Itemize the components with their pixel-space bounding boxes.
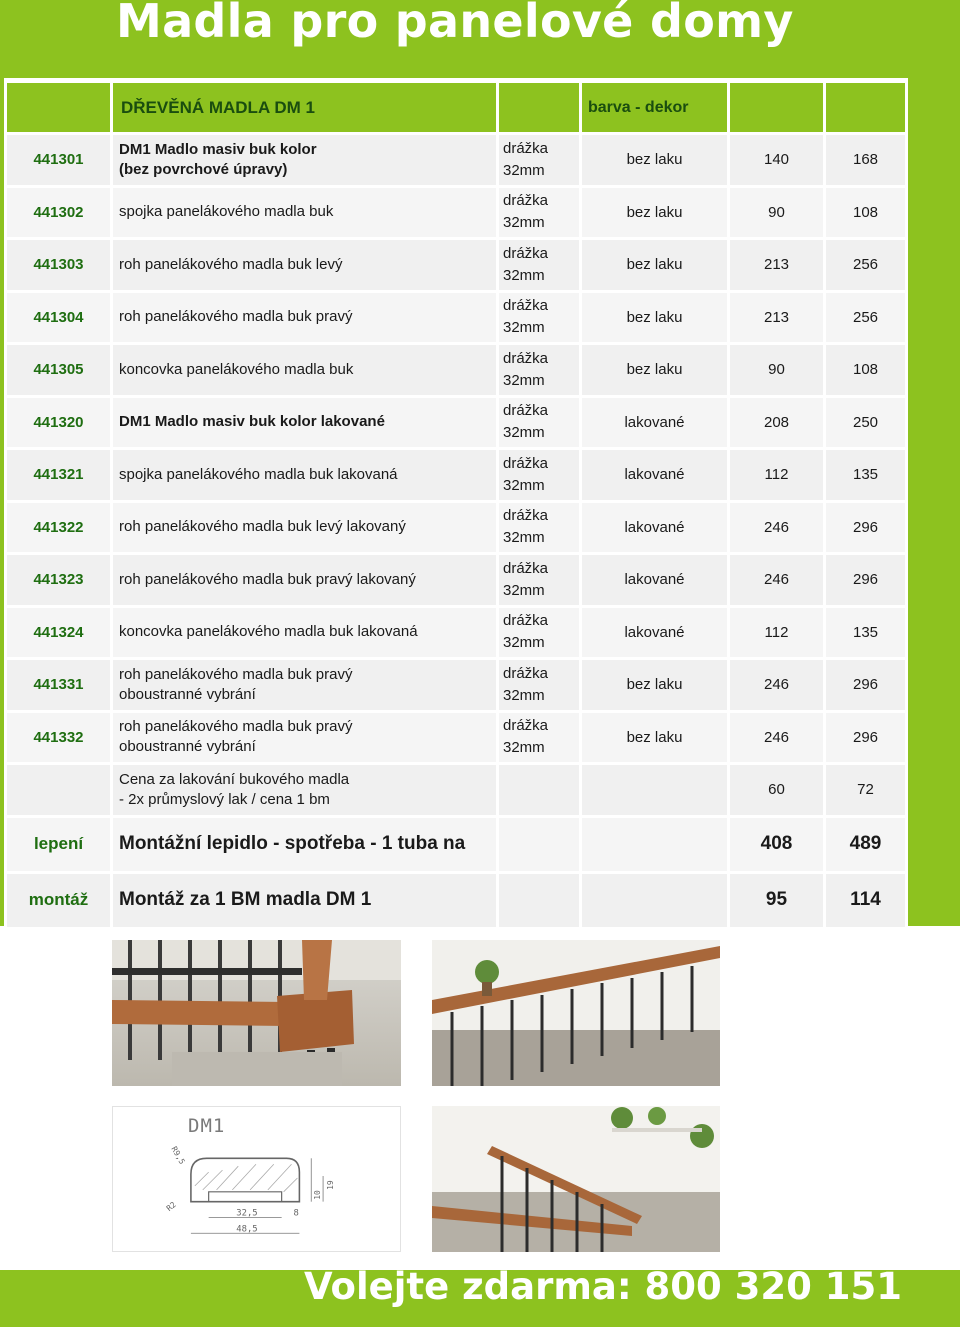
- price-with-vat: 108: [826, 345, 905, 395]
- groove-cell: [499, 293, 579, 343]
- empty-cell: [499, 818, 579, 871]
- groove-label: drážka: [503, 244, 549, 262]
- table-row: [7, 608, 905, 658]
- color-finish: lakované: [582, 555, 727, 605]
- product-code: 441332: [7, 713, 110, 763]
- description-line: koncovka panelákového madla buk: [119, 360, 354, 378]
- price-without-vat: 246: [730, 713, 823, 763]
- groove-label: drážka: [503, 664, 549, 682]
- groove-label: drážka: [503, 717, 549, 735]
- groove-size: 32mm: [503, 686, 545, 704]
- empty-cell: [582, 818, 727, 871]
- groove-size: 32mm: [503, 581, 545, 599]
- price-with-vat: 108: [826, 188, 905, 238]
- groove-cell: [499, 503, 579, 553]
- install-row: [7, 874, 905, 927]
- product-description: [113, 765, 496, 815]
- groove-label: drážka: [503, 402, 549, 420]
- groove-size: 32mm: [503, 424, 545, 442]
- table-header-row: [7, 83, 905, 132]
- service-description: Montáž za 1 BM madla DM 1: [113, 874, 496, 927]
- color-finish: bez laku: [582, 135, 727, 185]
- product-description: [113, 713, 496, 763]
- price-with-vat: 135: [826, 608, 905, 658]
- description-line: roh panelákového madla buk pravý: [119, 308, 353, 326]
- price-without-vat: 95: [730, 874, 823, 927]
- price-with-vat: 296: [826, 555, 905, 605]
- description-line: spojka panelákového madla buk: [119, 203, 334, 221]
- groove-size: 32mm: [503, 161, 545, 179]
- product-code: [7, 765, 110, 815]
- color-finish: lakované: [582, 450, 727, 500]
- empty-cell: [582, 874, 727, 927]
- groove-label: drážka: [503, 349, 549, 367]
- footer-phone[interactable]: Volejte zdarma: 800 320 151: [303, 1265, 902, 1308]
- groove-size: 32mm: [503, 214, 545, 232]
- product-code: 441303: [7, 240, 110, 290]
- price-with-vat: 114: [826, 874, 905, 927]
- price-with-vat: 250: [826, 398, 905, 448]
- glue-row: [7, 818, 905, 871]
- section-title: DŘEVĚNÁ MADLA DM 1: [113, 83, 496, 132]
- description-line: koncovka panelákového madla buk lakovaná: [119, 623, 418, 641]
- price-with-vat: 489: [826, 818, 905, 871]
- price-without-vat: 90: [730, 345, 823, 395]
- product-description: [113, 398, 496, 448]
- product-description: [113, 555, 496, 605]
- groove-size: 32mm: [503, 371, 545, 389]
- dim-groove-height: 10: [313, 1190, 323, 1200]
- price-without-vat: 90: [730, 188, 823, 238]
- price-with-vat: 256: [826, 240, 905, 290]
- description-line: DM1 Madlo masiv buk kolor lakované: [119, 413, 385, 431]
- price-without-vat: 112: [730, 608, 823, 658]
- header-price1-cell: [730, 83, 823, 132]
- description-line: oboustranné vybrání: [119, 685, 256, 703]
- description-line: roh panelákového madla buk levý lakovaný: [119, 518, 406, 536]
- product-code: 441323: [7, 555, 110, 605]
- color-finish: lakované: [582, 608, 727, 658]
- table-row: [7, 450, 905, 500]
- diagram-label: DM1: [188, 1115, 226, 1137]
- product-description: [113, 293, 496, 343]
- description-line: (bez povrchové úpravy): [119, 160, 288, 178]
- price-with-vat: 296: [826, 713, 905, 763]
- groove-size: 32mm: [503, 476, 545, 494]
- dim-total-height: 19: [325, 1180, 335, 1190]
- product-code: 441301: [7, 135, 110, 185]
- table-row: [7, 293, 905, 343]
- description-line: roh panelákového madla buk pravý: [119, 718, 353, 736]
- table-row: [7, 503, 905, 553]
- price-without-vat: 408: [730, 818, 823, 871]
- price-without-vat: 140: [730, 135, 823, 185]
- description-line: roh panelákového madla buk pravý: [119, 665, 353, 683]
- empty-cell: [499, 874, 579, 927]
- service-code: montáž: [7, 874, 110, 927]
- price-with-vat: 72: [826, 765, 905, 815]
- price-without-vat: 60: [730, 765, 823, 815]
- groove-size: 32mm: [503, 529, 545, 547]
- table-row: [7, 660, 905, 710]
- product-description: [113, 608, 496, 658]
- groove-cell: [499, 135, 579, 185]
- service-description: Montážní lepidlo - spotřeba - 1 tuba na: [113, 818, 496, 871]
- groove-cell: [499, 450, 579, 500]
- price-with-vat: 256: [826, 293, 905, 343]
- price-without-vat: 213: [730, 293, 823, 343]
- groove-label: drážka: [503, 559, 549, 577]
- groove-cell: [499, 713, 579, 763]
- table-row: [7, 345, 905, 395]
- description-line: oboustranné vybrání: [119, 738, 256, 756]
- table-row: [7, 713, 905, 763]
- dim-radius-large: R9,5: [169, 1144, 187, 1166]
- service-code: lepení: [7, 818, 110, 871]
- price-with-vat: 296: [826, 503, 905, 553]
- color-finish: bez laku: [582, 293, 727, 343]
- groove-cell: [499, 398, 579, 448]
- description-line: spojka panelákového madla buk lakovaná: [119, 465, 398, 483]
- photo-staircase-bottom: [432, 1106, 720, 1252]
- product-description: [113, 450, 496, 500]
- table-row: [7, 188, 905, 238]
- product-description: [113, 345, 496, 395]
- groove-cell: [499, 608, 579, 658]
- color-finish: bez laku: [582, 345, 727, 395]
- table-row: [7, 765, 905, 815]
- price-without-vat: 246: [730, 555, 823, 605]
- price-without-vat: 112: [730, 450, 823, 500]
- color-finish: bez laku: [582, 188, 727, 238]
- product-code: 441320: [7, 398, 110, 448]
- description-line: roh panelákového madla buk levý: [119, 255, 343, 273]
- table-row: [7, 240, 905, 290]
- groove-label: drážka: [503, 139, 549, 157]
- table-row: [7, 135, 905, 185]
- dim-total-width: 48,5: [236, 1224, 258, 1235]
- groove-size: 32mm: [503, 634, 545, 652]
- groove-label: drážka: [503, 507, 549, 525]
- groove-size: 32mm: [503, 319, 545, 337]
- header-groove-cell: [499, 83, 579, 132]
- product-description: [113, 503, 496, 553]
- groove-cell: [499, 240, 579, 290]
- price-with-vat: 135: [826, 450, 905, 500]
- groove-cell: [499, 345, 579, 395]
- groove-cell: [499, 660, 579, 710]
- price-with-vat: 296: [826, 660, 905, 710]
- color-header: barva - dekor: [582, 83, 727, 132]
- product-description: [113, 240, 496, 290]
- photo-staircase-top: [432, 940, 720, 1086]
- description-line: - 2x průmyslový lak / cena 1 bm: [119, 790, 330, 808]
- header-code-cell: [7, 83, 110, 132]
- dim-lip: 8: [293, 1208, 299, 1219]
- groove-cell: [499, 188, 579, 238]
- groove-label: drážka: [503, 454, 549, 472]
- product-description: [113, 135, 496, 185]
- table-row: [7, 398, 905, 448]
- product-code: 441305: [7, 345, 110, 395]
- groove-cell: [499, 555, 579, 605]
- product-code: 441304: [7, 293, 110, 343]
- price-without-vat: 208: [730, 398, 823, 448]
- dim-radius-small: R2: [164, 1200, 178, 1214]
- description-line: roh panelákového madla buk pravý lakovaný: [119, 570, 416, 588]
- groove-label: drážka: [503, 192, 549, 210]
- groove-cell: [499, 765, 579, 815]
- color-finish: [582, 765, 727, 815]
- table-row: [7, 555, 905, 605]
- price-without-vat: 246: [730, 660, 823, 710]
- product-code: 441322: [7, 503, 110, 553]
- color-finish: lakované: [582, 503, 727, 553]
- right-green-stripe: [908, 78, 960, 926]
- price-table: [4, 80, 908, 930]
- groove-size: 32mm: [503, 266, 545, 284]
- color-finish: bez laku: [582, 240, 727, 290]
- product-code: 441331: [7, 660, 110, 710]
- color-finish: bez laku: [582, 660, 727, 710]
- header-price2-cell: [826, 83, 905, 132]
- color-finish: bez laku: [582, 713, 727, 763]
- color-finish: lakované: [582, 398, 727, 448]
- product-description: [113, 188, 496, 238]
- product-code: 441321: [7, 450, 110, 500]
- profile-diagram: [112, 1106, 401, 1252]
- product-code: 441324: [7, 608, 110, 658]
- price-without-vat: 213: [730, 240, 823, 290]
- photo-handrail-closeup: [112, 940, 401, 1086]
- groove-label: drážka: [503, 612, 549, 630]
- product-description: [113, 660, 496, 710]
- groove-size: 32mm: [503, 739, 545, 757]
- description-line: Cena za lakování bukového madla: [119, 770, 350, 788]
- page-title: Madla pro panelové domy: [116, 0, 794, 48]
- price-with-vat: 168: [826, 135, 905, 185]
- product-code: 441302: [7, 188, 110, 238]
- groove-label: drážka: [503, 297, 549, 315]
- price-without-vat: 246: [730, 503, 823, 553]
- dim-inner-width: 32,5: [236, 1208, 258, 1219]
- description-line: DM1 Madlo masiv buk kolor: [119, 140, 317, 158]
